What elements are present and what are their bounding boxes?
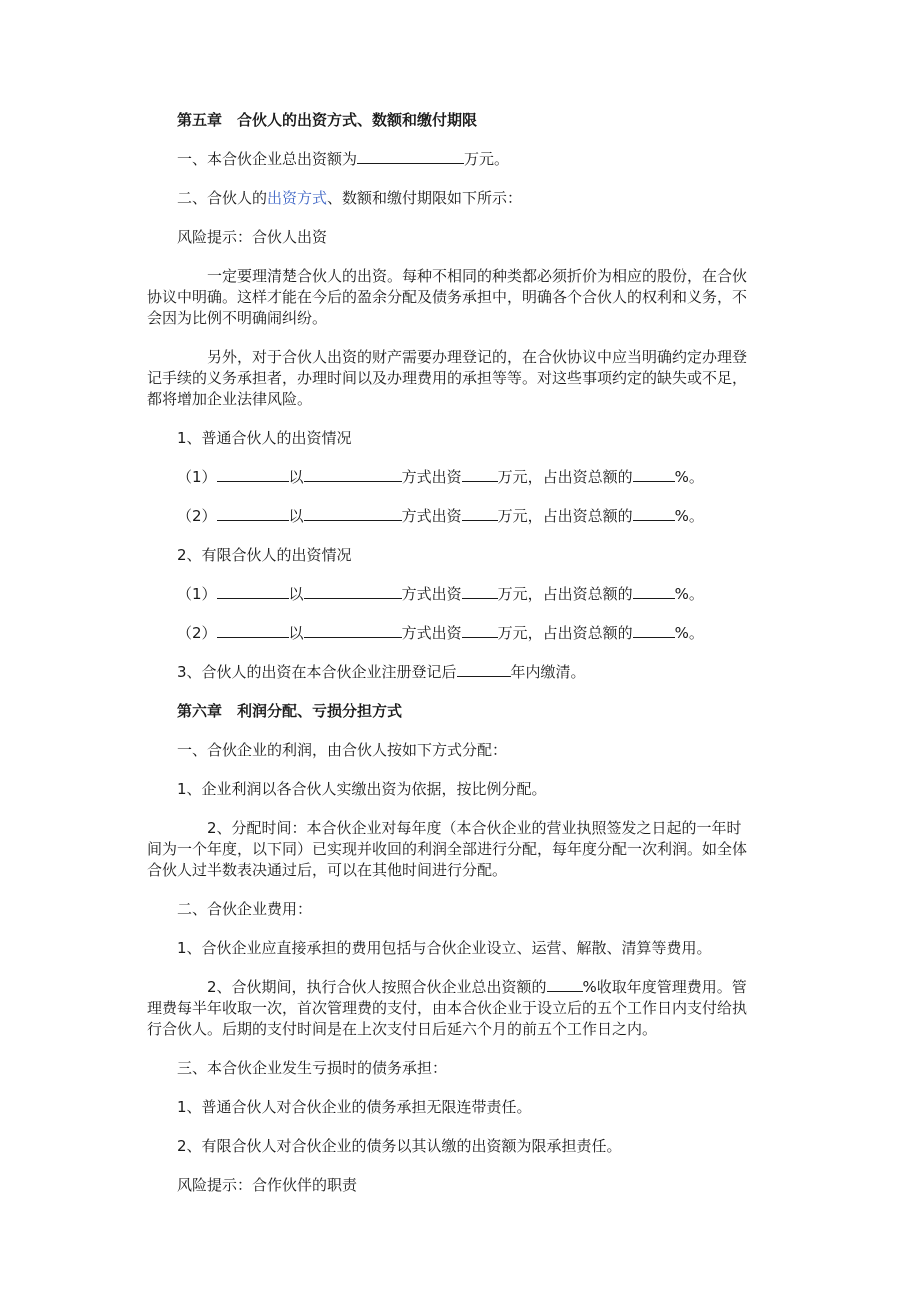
limited-partner-title: 2、有限合伙人的出资情况	[177, 546, 352, 564]
fee-percent-blank	[547, 977, 583, 992]
chapter6-para-9: 2、有限合伙人对合伙企业的债务以其认缴的出资额为限承担责任。	[177, 1137, 622, 1155]
amount-blank	[462, 584, 498, 599]
row-yi: 以	[288, 585, 304, 603]
years-blank	[457, 662, 511, 677]
limited-partner-row-1	[177, 584, 747, 605]
chapter6-para-6	[147, 977, 751, 1040]
amount-blank	[462, 467, 498, 482]
partner-name-blank	[217, 467, 289, 482]
risk-note-paragraph-1: 一定要理清楚合伙人的出资。每种不相同的种类都必须折价为相应的股份，在合伙协议中明确。这样才能在今后的盈余分配及债务承担中，明确各个合伙人的权利和义务，不会因为比例不明确闹纠纷。	[147, 267, 748, 327]
amount-blank	[462, 506, 498, 521]
para6-text-pre: 2、合伙期间，执行合伙人按照合伙企业总出资额的	[207, 978, 547, 996]
row-number: （2）	[177, 624, 217, 642]
chapter6-para-5: 1、合伙企业应直接承担的费用包括与合伙企业设立、运营、解散、清算等费用。	[177, 939, 712, 957]
row-way: 方式出资	[401, 585, 462, 603]
chapter5-item1	[177, 149, 747, 170]
contribution-method-link[interactable]: 出资方式	[267, 189, 328, 207]
row-pct: %。	[674, 585, 704, 603]
chapter6-para-2: 1、企业利润以各合伙人实缴出资为依据，按比例分配。	[177, 780, 547, 798]
chapter5-item2	[177, 188, 747, 209]
row-pct: %。	[674, 468, 704, 486]
chapter6-para-4: 二、合伙企业费用：	[177, 900, 313, 918]
item2-text-pre: 二、合伙人的	[177, 189, 268, 207]
row-yi: 以	[288, 468, 304, 486]
method-blank	[304, 623, 402, 638]
general-partner-row-1	[177, 467, 747, 488]
chapter6-para-10: 风险提示：合作伙伴的职责	[177, 1176, 358, 1194]
row-number: （1）	[177, 585, 217, 603]
row-number: （1）	[177, 468, 217, 486]
partner-name-blank	[217, 623, 289, 638]
item1-text-post: 万元。	[464, 150, 510, 168]
item2-text-post: 、数额和缴付期限如下所示：	[327, 189, 523, 207]
risk-note-title-1: 风险提示：合伙人出资	[177, 228, 328, 246]
chapter6-para-3: 2、分配时间：本合伙企业对每年度（本合伙企业的营业执照签发之日起的一年时间为一个年度，以下同）已实现并收回的利润全部进行分配，每年度分配一次利润。如全体合伙人过半数表决通过后，可以在其他时间进行分配。	[147, 819, 748, 879]
item3-text-pre: 3、合伙人的出资在本合伙企业注册登记后	[177, 663, 457, 681]
row-wan: 万元，占出资总额的	[497, 507, 633, 525]
chapter6-para-7: 三、本合伙企业发生亏损时的债务承担：	[177, 1059, 448, 1077]
limited-partner-row-2	[177, 623, 747, 644]
risk-note-paragraph-2: 另外，对于合伙人出资的财产需要办理登记的，在合伙协议中应当明确约定办理登记手续的义务承担者，办理时间以及办理费用的承担等等。对这些事项约定的缺失或不足，都将增加企业法律风险。	[147, 348, 748, 408]
partner-name-blank	[217, 506, 289, 521]
percent-blank	[633, 467, 675, 482]
general-partner-title: 1、普通合伙人的出资情况	[177, 429, 352, 447]
method-blank	[304, 584, 402, 599]
partner-name-blank	[217, 584, 289, 599]
chapter5-title: 第五章 合伙人的出资方式、数额和缴付期限	[177, 111, 478, 129]
row-number: （2）	[177, 507, 217, 525]
method-blank	[304, 506, 402, 521]
row-pct: %。	[674, 507, 704, 525]
method-blank	[304, 467, 402, 482]
total-capital-blank	[357, 149, 464, 164]
row-way: 方式出资	[401, 468, 462, 486]
row-wan: 万元，占出资总额的	[497, 468, 633, 486]
row-way: 方式出资	[401, 507, 462, 525]
chapter6-para-8: 1、普通合伙人对合伙企业的债务承担无限连带责任。	[177, 1098, 532, 1116]
row-wan: 万元，占出资总额的	[497, 624, 633, 642]
percent-blank	[633, 623, 675, 638]
row-yi: 以	[288, 507, 304, 525]
chapter5-item3	[177, 662, 747, 683]
item3-text-post: 年内缴清。	[510, 663, 586, 681]
percent-blank	[633, 584, 675, 599]
amount-blank	[462, 623, 498, 638]
row-yi: 以	[288, 624, 304, 642]
general-partner-row-2	[177, 506, 747, 527]
document-page	[147, 110, 748, 1214]
chapter6-para-1: 一、合伙企业的利润，由合伙人按如下方式分配：	[177, 741, 508, 759]
row-wan: 万元，占出资总额的	[497, 585, 633, 603]
chapter6-title: 第六章 利润分配、亏损分担方式	[177, 702, 403, 720]
percent-blank	[633, 506, 675, 521]
row-pct: %。	[674, 624, 704, 642]
row-way: 方式出资	[401, 624, 462, 642]
para6-text-post: %收取年度管理费用。管理费每半年收取一次，首次管理费的支付，由本合伙企业于设立后的五个工作日内支付给执行合伙人。后期的支付时间是在上次支付日后延六个月的前五个工作日之内。	[147, 978, 748, 1038]
item1-text-pre: 一、本合伙企业总出资额为	[177, 150, 358, 168]
